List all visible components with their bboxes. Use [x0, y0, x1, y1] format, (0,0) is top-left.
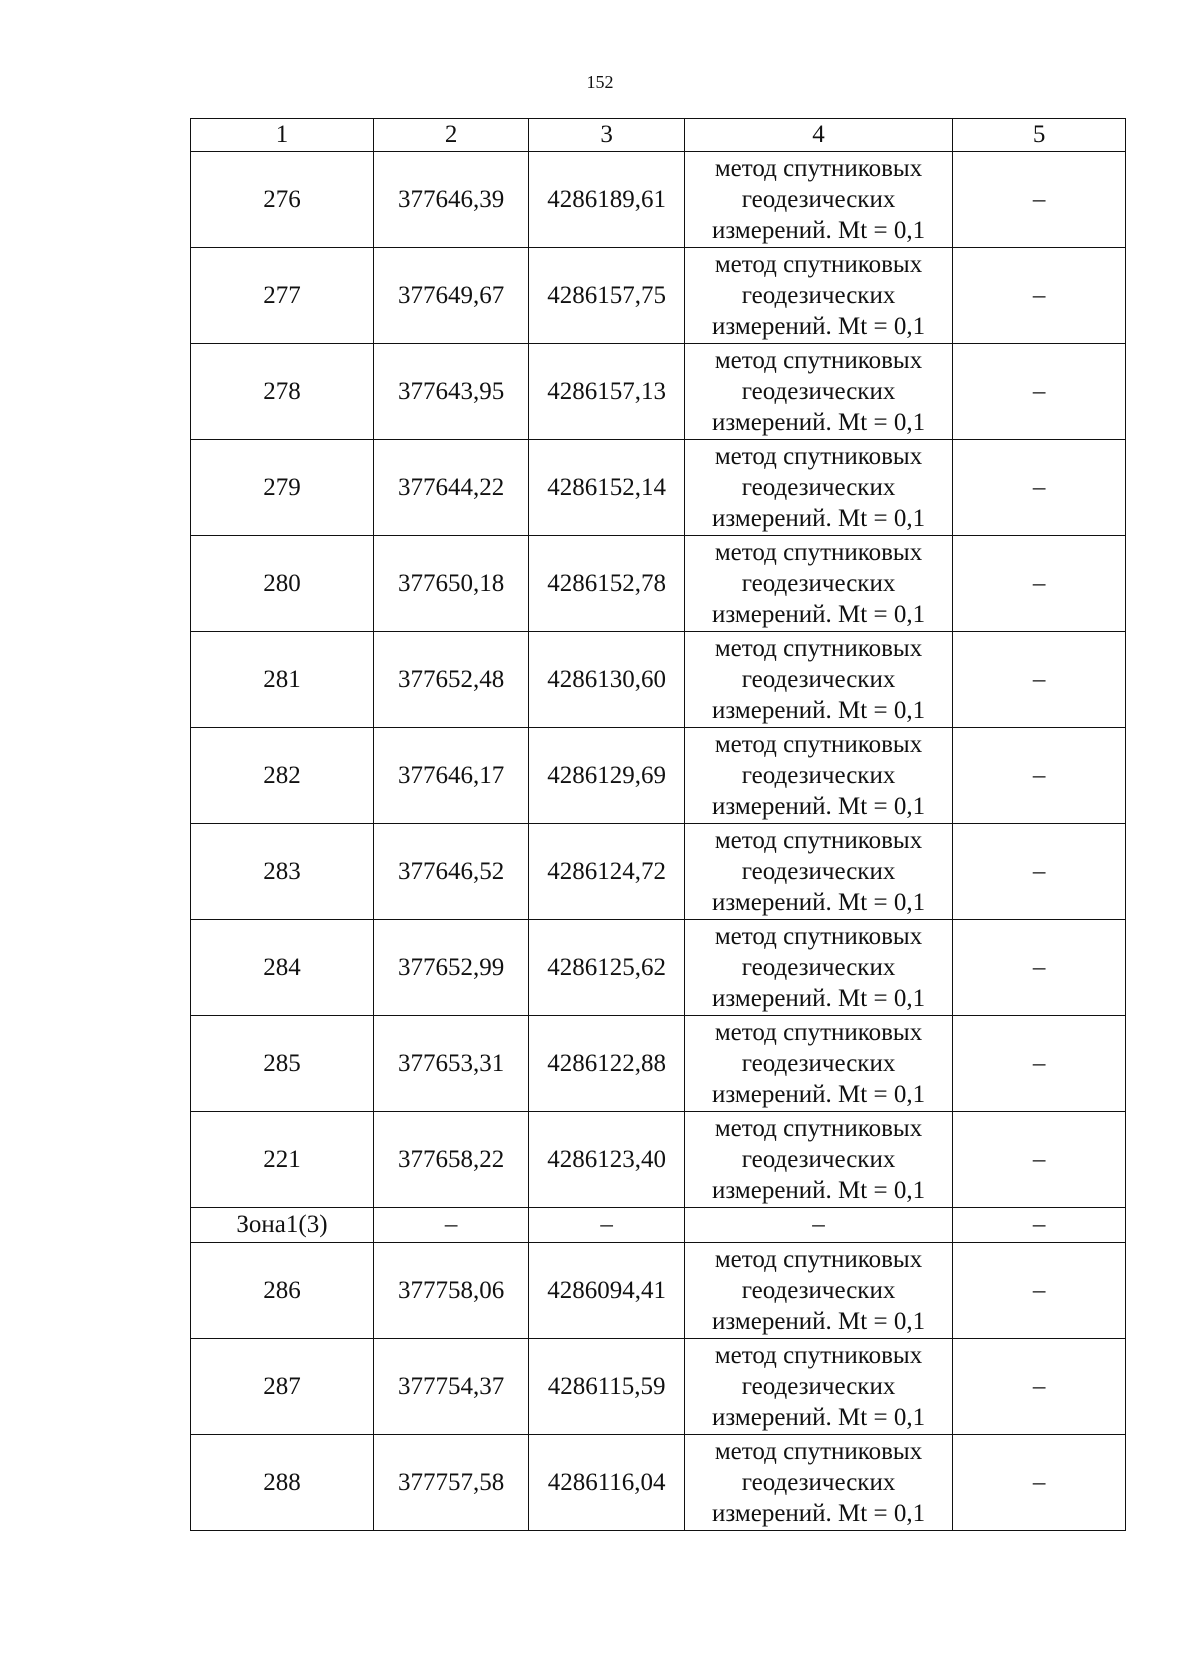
x-coordinate-cell: –: [373, 1208, 528, 1243]
note-cell: –: [953, 536, 1126, 632]
x-coordinate-cell: 377653,31: [373, 1016, 528, 1112]
method-cell: метод спутниковых геодезических измерений. Mt = 0,1: [684, 152, 952, 248]
method-cell: метод спутниковых геодезических измерений. Mt = 0,1: [684, 248, 952, 344]
x-coordinate-cell: 377643,95: [373, 344, 528, 440]
note-cell: –: [953, 824, 1126, 920]
point-number-cell: Зона1(3): [191, 1208, 374, 1243]
y-coordinate-cell: 4286130,60: [529, 632, 684, 728]
table-row: [191, 344, 1126, 440]
table-row: [191, 920, 1126, 1016]
note-cell: –: [953, 632, 1126, 728]
method-cell: метод спутниковых геодезических измерений. Mt = 0,1: [684, 920, 952, 1016]
y-coordinate-cell: –: [529, 1208, 684, 1243]
note-cell: –: [953, 1112, 1126, 1208]
column-header: 2: [373, 119, 528, 152]
point-number-cell: 280: [191, 536, 374, 632]
method-cell: метод спутниковых геодезических измерений. Mt = 0,1: [684, 728, 952, 824]
method-cell: метод спутниковых геодезических измерений. Mt = 0,1: [684, 824, 952, 920]
x-coordinate-cell: 377646,52: [373, 824, 528, 920]
method-cell: метод спутниковых геодезических измерений. Mt = 0,1: [684, 632, 952, 728]
point-number-cell: 284: [191, 920, 374, 1016]
y-coordinate-cell: 4286157,13: [529, 344, 684, 440]
point-number-cell: 276: [191, 152, 374, 248]
method-cell: метод спутниковых геодезических измерений. Mt = 0,1: [684, 1016, 952, 1112]
point-number-cell: 278: [191, 344, 374, 440]
method-cell: метод спутниковых геодезических измерений. Mt = 0,1: [684, 440, 952, 536]
x-coordinate-cell: 377754,37: [373, 1339, 528, 1435]
point-number-cell: 221: [191, 1112, 374, 1208]
table-row: [191, 632, 1126, 728]
y-coordinate-cell: 4286129,69: [529, 728, 684, 824]
coordinates-table: [190, 118, 1126, 1531]
method-cell: метод спутниковых геодезических измерений. Mt = 0,1: [684, 536, 952, 632]
note-cell: –: [953, 728, 1126, 824]
table-row: [191, 536, 1126, 632]
y-coordinate-cell: 4286157,75: [529, 248, 684, 344]
table-row: [191, 824, 1126, 920]
point-number-cell: 282: [191, 728, 374, 824]
note-cell: –: [953, 920, 1126, 1016]
note-cell: –: [953, 248, 1126, 344]
point-number-cell: 285: [191, 1016, 374, 1112]
x-coordinate-cell: 377658,22: [373, 1112, 528, 1208]
column-header: 3: [529, 119, 684, 152]
note-cell: –: [953, 152, 1126, 248]
note-cell: –: [953, 1243, 1126, 1339]
x-coordinate-cell: 377758,06: [373, 1243, 528, 1339]
method-cell: метод спутниковых геодезических измерений. Mt = 0,1: [684, 1435, 952, 1531]
y-coordinate-cell: 4286122,88: [529, 1016, 684, 1112]
method-cell: метод спутниковых геодезических измерений. Mt = 0,1: [684, 1339, 952, 1435]
note-cell: –: [953, 1339, 1126, 1435]
y-coordinate-cell: 4286115,59: [529, 1339, 684, 1435]
column-header: 1: [191, 119, 374, 152]
point-number-cell: 287: [191, 1339, 374, 1435]
y-coordinate-cell: 4286152,78: [529, 536, 684, 632]
method-cell: метод спутниковых геодезических измерений. Mt = 0,1: [684, 1243, 952, 1339]
note-cell: –: [953, 344, 1126, 440]
x-coordinate-cell: 377646,39: [373, 152, 528, 248]
table-header-row: [191, 119, 1126, 152]
point-number-cell: 288: [191, 1435, 374, 1531]
x-coordinate-cell: 377649,67: [373, 248, 528, 344]
y-coordinate-cell: 4286116,04: [529, 1435, 684, 1531]
point-number-cell: 283: [191, 824, 374, 920]
y-coordinate-cell: 4286125,62: [529, 920, 684, 1016]
point-number-cell: 286: [191, 1243, 374, 1339]
table-row: [191, 152, 1126, 248]
table-row: [191, 1243, 1126, 1339]
page-number: 152: [586, 72, 614, 92]
table-row: [191, 1112, 1126, 1208]
y-coordinate-cell: 4286123,40: [529, 1112, 684, 1208]
y-coordinate-cell: 4286094,41: [529, 1243, 684, 1339]
column-header: 5: [953, 119, 1126, 152]
table-row: [191, 1016, 1126, 1112]
x-coordinate-cell: 377646,17: [373, 728, 528, 824]
table-row: [191, 440, 1126, 536]
x-coordinate-cell: 377652,99: [373, 920, 528, 1016]
x-coordinate-cell: 377650,18: [373, 536, 528, 632]
table-row: [191, 1435, 1126, 1531]
table-row: [191, 248, 1126, 344]
note-cell: –: [953, 1208, 1126, 1243]
column-header: 4: [684, 119, 952, 152]
point-number-cell: 279: [191, 440, 374, 536]
table-row: [191, 1339, 1126, 1435]
note-cell: –: [953, 1016, 1126, 1112]
note-cell: –: [953, 440, 1126, 536]
method-cell: метод спутниковых геодезических измерений. Mt = 0,1: [684, 1112, 952, 1208]
y-coordinate-cell: 4286152,14: [529, 440, 684, 536]
x-coordinate-cell: 377757,58: [373, 1435, 528, 1531]
table-body: [191, 152, 1126, 1531]
zone-row: [191, 1208, 1126, 1243]
point-number-cell: 277: [191, 248, 374, 344]
method-cell: –: [684, 1208, 952, 1243]
y-coordinate-cell: 4286189,61: [529, 152, 684, 248]
point-number-cell: 281: [191, 632, 374, 728]
y-coordinate-cell: 4286124,72: [529, 824, 684, 920]
x-coordinate-cell: 377644,22: [373, 440, 528, 536]
method-cell: метод спутниковых геодезических измерений. Mt = 0,1: [684, 344, 952, 440]
note-cell: –: [953, 1435, 1126, 1531]
x-coordinate-cell: 377652,48: [373, 632, 528, 728]
table-row: [191, 728, 1126, 824]
